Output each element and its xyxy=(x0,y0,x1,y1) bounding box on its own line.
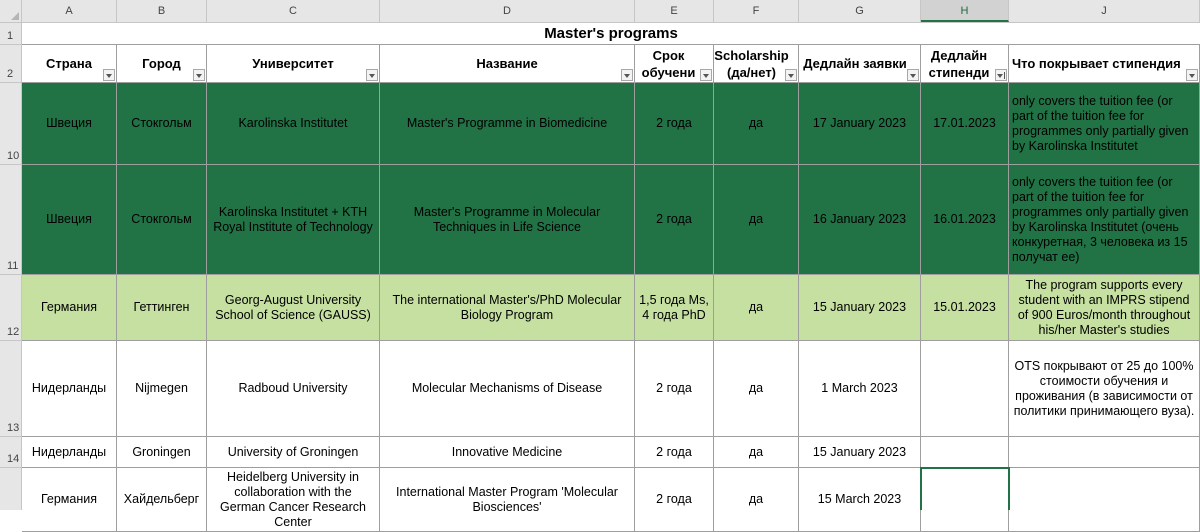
cell-city[interactable]: Геттинген xyxy=(117,275,207,341)
sheet-title[interactable]: Master's programs xyxy=(22,23,1200,45)
cell-program-name[interactable]: The international Master's/PhD Molecular Biology Program xyxy=(380,275,635,341)
cell-scholarship[interactable]: да xyxy=(714,468,799,532)
cell-app-deadline[interactable]: 16 January 2023 xyxy=(799,165,921,275)
header-duration[interactable] xyxy=(635,45,714,83)
cell-sch-deadline[interactable]: 17.01.2023 xyxy=(921,83,1009,165)
row-header-14[interactable]: 14 xyxy=(0,437,22,468)
column-header-e[interactable]: E xyxy=(635,0,714,22)
filter-dropdown-icon[interactable] xyxy=(700,69,712,81)
filter-dropdown-icon[interactable] xyxy=(103,69,115,81)
cell-sch-deadline[interactable] xyxy=(921,468,1009,532)
cell-program-name[interactable]: Innovative Medicine xyxy=(380,437,635,468)
cell-app-deadline[interactable]: 15 January 2023 xyxy=(799,275,921,341)
cell-country[interactable]: Германия xyxy=(22,275,117,341)
header-country[interactable] xyxy=(22,45,117,83)
header-name[interactable] xyxy=(380,45,635,83)
header-university-label: Университет xyxy=(252,56,334,71)
column-header-h[interactable]: H xyxy=(921,0,1009,22)
cell-app-deadline[interactable]: 17 January 2023 xyxy=(799,83,921,165)
cell-city[interactable]: Хайдельберг xyxy=(117,468,207,532)
cell-scholarship[interactable]: да xyxy=(714,275,799,341)
cell-program-name[interactable]: Molecular Mechanisms of Disease xyxy=(380,341,635,437)
header-covers[interactable] xyxy=(1009,45,1200,83)
column-header-f[interactable]: F xyxy=(714,0,799,22)
header-city[interactable] xyxy=(117,45,207,83)
row-header-12[interactable]: 12 xyxy=(0,275,22,341)
cell-app-deadline[interactable]: 15 March 2023 xyxy=(799,468,921,532)
cell-sch-deadline[interactable]: 16.01.2023 xyxy=(921,165,1009,275)
cell-covers[interactable]: OTS покрывают от 25 до 100% стоимости обучения и проживания (в зависимости от политики принимающего вуза). xyxy=(1009,341,1200,437)
row-header-11[interactable]: 11 xyxy=(0,165,22,275)
cell-duration[interactable]: 2 года xyxy=(635,83,714,165)
cell-duration[interactable]: 2 года xyxy=(635,468,714,532)
cell-university[interactable]: Karolinska Institutet xyxy=(207,83,380,165)
cell-scholarship[interactable]: да xyxy=(714,341,799,437)
header-duration-label: Срок обучени xyxy=(641,47,696,80)
cell-duration[interactable]: 2 года xyxy=(635,341,714,437)
column-header-b[interactable]: B xyxy=(117,0,207,22)
cell-app-deadline[interactable]: 15 January 2023 xyxy=(799,437,921,468)
filter-dropdown-icon[interactable] xyxy=(785,69,797,81)
column-header-bar xyxy=(0,0,1200,23)
filter-dropdown-icon[interactable] xyxy=(1186,69,1198,81)
select-all-corner[interactable] xyxy=(0,0,22,22)
header-country-label: Страна xyxy=(45,56,92,71)
header-app-deadline[interactable] xyxy=(799,45,921,83)
row-header-15[interactable] xyxy=(0,468,22,510)
cell-university[interactable]: Karolinska Institutet + KTH Royal Institute of Technology xyxy=(207,165,380,275)
cell-country[interactable]: Швеция xyxy=(22,83,117,165)
cell-country[interactable]: Германия xyxy=(22,468,117,532)
header-city-label: Город xyxy=(142,56,181,71)
filter-dropdown-icon[interactable] xyxy=(193,69,205,81)
column-header-d[interactable]: D xyxy=(380,0,635,22)
filter-dropdown-icon[interactable] xyxy=(621,69,633,81)
cell-duration[interactable]: 2 года xyxy=(635,165,714,275)
row-header-2[interactable]: 2 xyxy=(0,45,22,83)
cell-duration[interactable]: 1,5 года Ms, 4 года PhD xyxy=(635,275,714,341)
cell-scholarship[interactable]: да xyxy=(714,437,799,468)
cell-city[interactable]: Nijmegen xyxy=(117,341,207,437)
cell-app-deadline[interactable]: 1 March 2023 xyxy=(799,341,921,437)
cell-city[interactable]: Groningen xyxy=(117,437,207,468)
cell-university[interactable]: Georg-August University School of Science (GAUSS) xyxy=(207,275,380,341)
cell-program-name[interactable]: Master's Programme in Biomedicine xyxy=(380,83,635,165)
cell-country[interactable]: Швеция xyxy=(22,165,117,275)
cell-sch-deadline[interactable]: 15.01.2023 xyxy=(921,275,1009,341)
cell-covers[interactable]: only covers the tuition fee (or part of the tuition fee for programmes only partially given by Karolinska Institutet (очень конкуретная, 3 человека из 15 получат ее) xyxy=(1009,165,1200,275)
cell-sch-deadline[interactable] xyxy=(921,341,1009,437)
column-header-g[interactable]: G xyxy=(799,0,921,22)
cell-scholarship[interactable]: да xyxy=(714,83,799,165)
column-header-a[interactable]: A xyxy=(22,0,117,22)
header-app-deadline-label: Дедлайн заявки xyxy=(803,56,907,71)
header-sch-deadline[interactable] xyxy=(921,45,1009,83)
cell-university[interactable]: Heidelberg University in collaboration with the German Cancer Research Center xyxy=(207,468,380,532)
cell-country[interactable]: Нидерланды xyxy=(22,437,117,468)
row-header-10[interactable]: 10 xyxy=(0,83,22,165)
cell-university[interactable]: University of Groningen xyxy=(207,437,380,468)
cell-covers[interactable] xyxy=(1009,468,1200,532)
sort-filter-icon[interactable] xyxy=(995,69,1007,81)
cell-covers[interactable]: only covers the tuition fee (or part of the tuition fee for programmes only partially given by Karolinska Institutet xyxy=(1009,83,1200,165)
column-header-j[interactable]: J xyxy=(1009,0,1200,22)
cell-sch-deadline[interactable] xyxy=(921,437,1009,468)
row-header-13[interactable]: 13 xyxy=(0,341,22,437)
cell-covers[interactable] xyxy=(1009,437,1200,468)
cell-program-name[interactable]: Master's Programme in Molecular Techniques in Life Science xyxy=(380,165,635,275)
cell-university[interactable]: Radboud University xyxy=(207,341,380,437)
cell-city[interactable]: Стокгольм xyxy=(117,165,207,275)
cell-duration[interactable]: 2 года xyxy=(635,437,714,468)
cell-city[interactable]: Стокгольм xyxy=(117,83,207,165)
header-scholarship-label: Scholarship (да/нет) xyxy=(714,47,789,80)
row-header-1[interactable]: 1 xyxy=(0,23,22,45)
header-name-label: Название xyxy=(476,56,538,71)
cell-scholarship[interactable]: да xyxy=(714,165,799,275)
header-covers-label: Что покрывает стипендия xyxy=(1012,56,1181,71)
column-header-c[interactable]: C xyxy=(207,0,380,22)
cell-program-name[interactable]: International Master Program 'Molecular Biosciences' xyxy=(380,468,635,532)
cell-country[interactable]: Нидерланды xyxy=(22,341,117,437)
header-sch-deadline-label: Дедлайн стипенди xyxy=(928,47,990,80)
cell-covers[interactable]: The program supports every student with an IMPRS stipend of 900 Euros/month throughout his/her Master's studies xyxy=(1009,275,1200,341)
header-scholarship[interactable] xyxy=(714,45,799,83)
filter-dropdown-icon[interactable] xyxy=(366,69,378,81)
header-university[interactable] xyxy=(207,45,380,83)
filter-dropdown-icon[interactable] xyxy=(907,69,919,81)
